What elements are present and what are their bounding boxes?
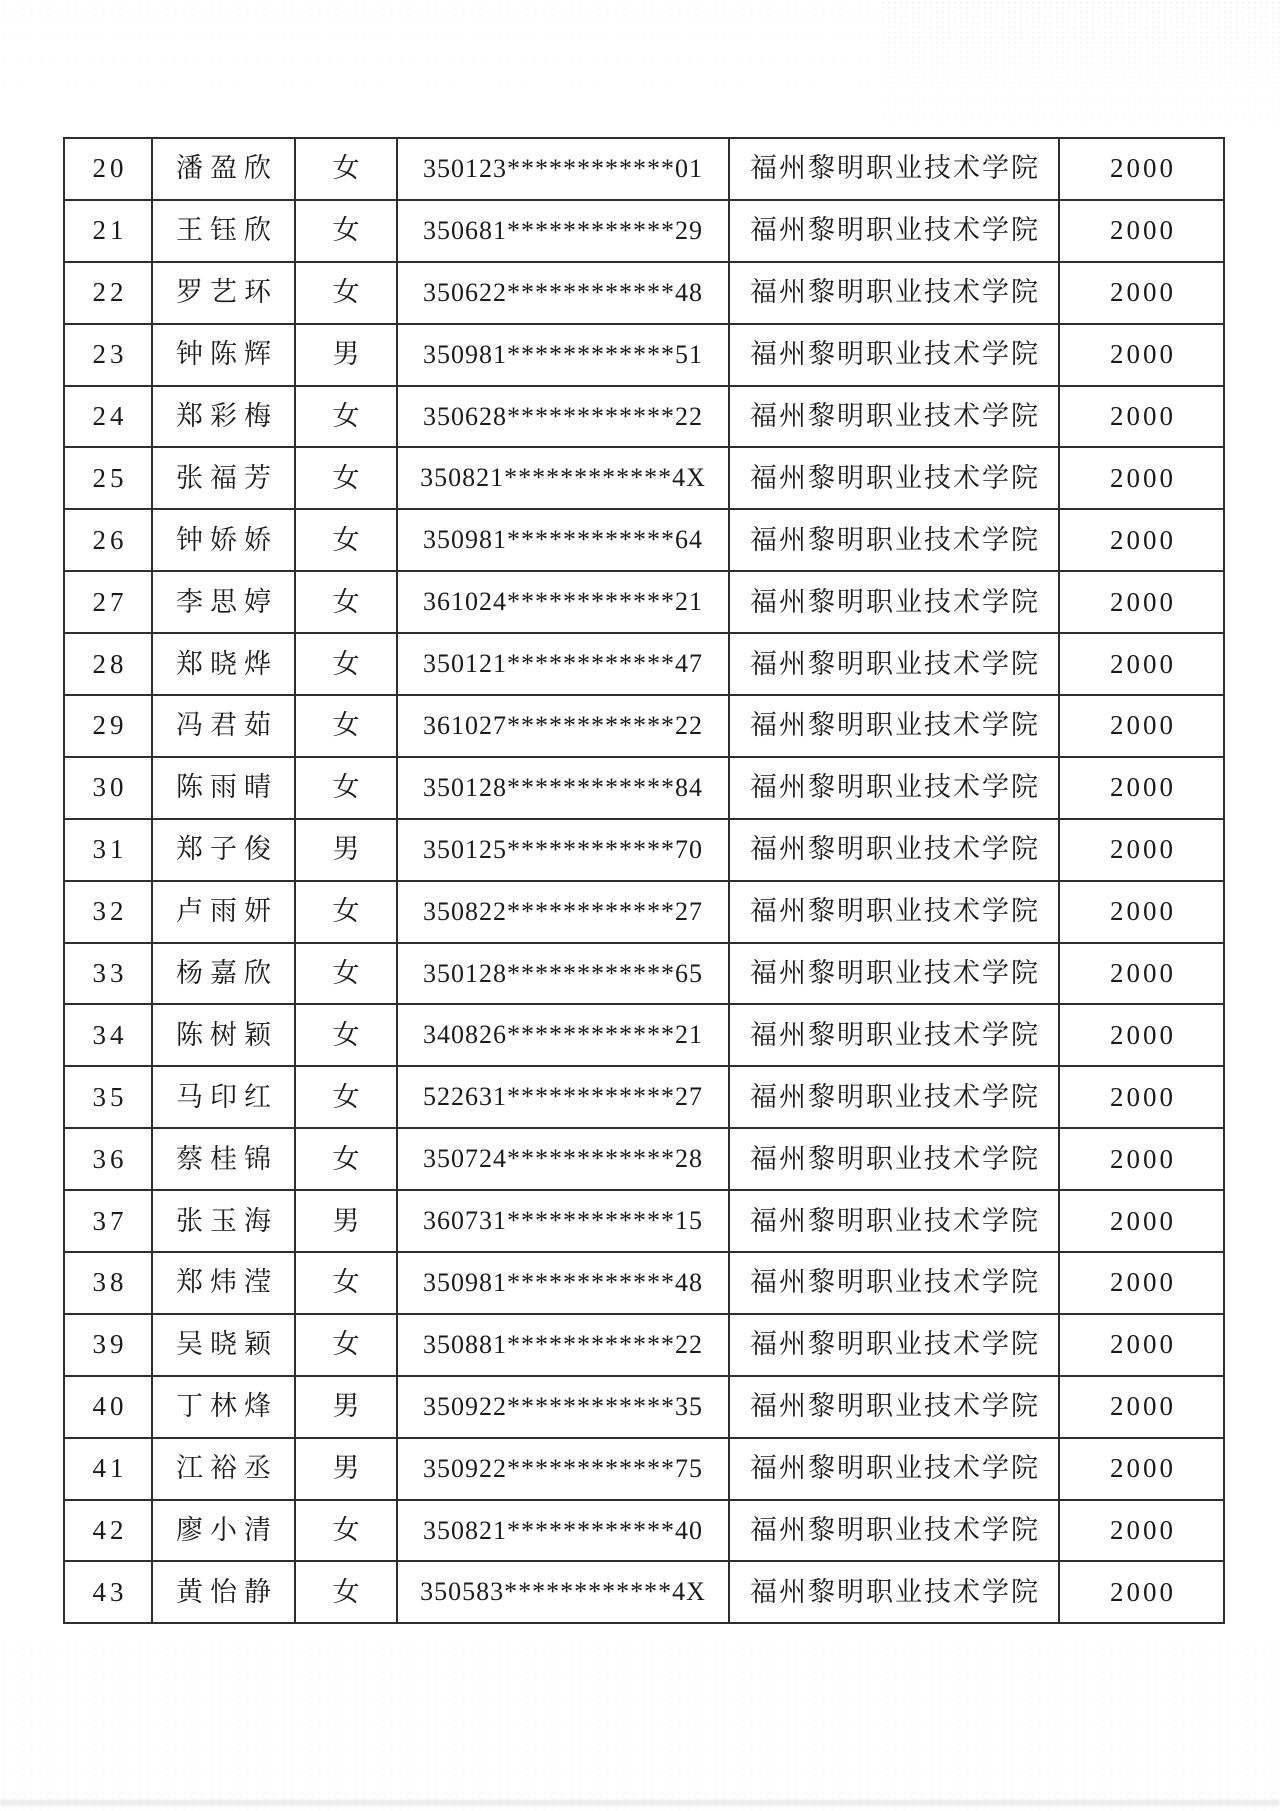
school-name-cell: 福州黎明职业技术学院 (729, 695, 1059, 757)
subsidy-amount-cell: 2000 (1059, 1314, 1224, 1376)
school-name-cell: 福州黎明职业技术学院 (729, 943, 1059, 1005)
row-number-cell: 33 (64, 943, 152, 1005)
table-row (64, 1128, 1224, 1190)
subsidy-amount-cell: 2000 (1059, 1190, 1224, 1252)
school-name-cell: 福州黎明职业技术学院 (729, 1561, 1059, 1623)
table-row (64, 386, 1224, 448)
subsidy-amount-cell: 2000 (1059, 1500, 1224, 1562)
table-row (64, 695, 1224, 757)
masked-id-cell: 350981************51 (397, 324, 729, 386)
scan-noise-top-right (880, 0, 1280, 140)
table-row (64, 447, 1224, 509)
school-name-cell: 福州黎明职业技术学院 (729, 386, 1059, 448)
row-number-cell: 31 (64, 819, 152, 881)
subsidy-amount-cell: 2000 (1059, 386, 1224, 448)
school-name-cell: 福州黎明职业技术学院 (729, 757, 1059, 819)
row-number-cell: 27 (64, 571, 152, 633)
student-name-cell: 郑炜滢 (152, 1252, 295, 1314)
masked-id-cell: 350981************64 (397, 509, 729, 571)
student-gender-cell: 女 (295, 633, 397, 695)
school-name-cell: 福州黎明职业技术学院 (729, 571, 1059, 633)
masked-id-cell: 350724************28 (397, 1128, 729, 1190)
subsidy-amount-cell: 2000 (1059, 1004, 1224, 1066)
table-row (64, 1190, 1224, 1252)
row-number-cell: 36 (64, 1128, 152, 1190)
student-name-cell: 蔡桂锦 (152, 1128, 295, 1190)
masked-id-cell: 350622************48 (397, 262, 729, 324)
row-number-cell: 38 (64, 1252, 152, 1314)
student-gender-cell: 女 (295, 1314, 397, 1376)
row-number-cell: 29 (64, 695, 152, 757)
school-name-cell: 福州黎明职业技术学院 (729, 1500, 1059, 1562)
row-number-cell: 41 (64, 1438, 152, 1500)
row-number-cell: 43 (64, 1561, 152, 1623)
row-number-cell: 22 (64, 262, 152, 324)
student-gender-cell: 女 (295, 1500, 397, 1562)
table-row (64, 819, 1224, 881)
table-row (64, 943, 1224, 1005)
scan-noise-top (0, 0, 1280, 120)
row-number-cell: 39 (64, 1314, 152, 1376)
student-name-cell: 张玉海 (152, 1190, 295, 1252)
student-gender-cell: 女 (295, 757, 397, 819)
student-gender-cell: 女 (295, 695, 397, 757)
school-name-cell: 福州黎明职业技术学院 (729, 262, 1059, 324)
student-name-cell: 杨嘉欣 (152, 943, 295, 1005)
student-gender-cell: 女 (295, 262, 397, 324)
student-gender-cell: 男 (295, 1376, 397, 1438)
student-gender-cell: 女 (295, 447, 397, 509)
school-name-cell: 福州黎明职业技术学院 (729, 1252, 1059, 1314)
school-name-cell: 福州黎明职业技术学院 (729, 1066, 1059, 1128)
student-gender-cell: 男 (295, 324, 397, 386)
school-name-cell: 福州黎明职业技术学院 (729, 509, 1059, 571)
table-row (64, 633, 1224, 695)
student-name-cell: 卢雨妍 (152, 881, 295, 943)
subsidy-amount-cell: 2000 (1059, 324, 1224, 386)
masked-id-cell: 350881************22 (397, 1314, 729, 1376)
row-number-cell: 32 (64, 881, 152, 943)
school-name-cell: 福州黎明职业技术学院 (729, 1438, 1059, 1500)
subsidy-amount-cell: 2000 (1059, 757, 1224, 819)
student-gender-cell: 女 (295, 1252, 397, 1314)
subsidy-amount-cell: 2000 (1059, 571, 1224, 633)
student-name-cell: 江裕丞 (152, 1438, 295, 1500)
school-name-cell: 福州黎明职业技术学院 (729, 200, 1059, 262)
table-row (64, 262, 1224, 324)
row-number-cell: 26 (64, 509, 152, 571)
masked-id-cell: 350123************01 (397, 138, 729, 200)
school-name-cell: 福州黎明职业技术学院 (729, 819, 1059, 881)
subsidy-amount-cell: 2000 (1059, 633, 1224, 695)
school-name-cell: 福州黎明职业技术学院 (729, 1004, 1059, 1066)
student-name-cell: 郑子俊 (152, 819, 295, 881)
row-number-cell: 21 (64, 200, 152, 262)
masked-id-cell: 350583************4X (397, 1561, 729, 1623)
row-number-cell: 34 (64, 1004, 152, 1066)
masked-id-cell: 350821************40 (397, 1500, 729, 1562)
school-name-cell: 福州黎明职业技术学院 (729, 1190, 1059, 1252)
table-row (64, 138, 1224, 200)
school-name-cell: 福州黎明职业技术学院 (729, 138, 1059, 200)
school-name-cell: 福州黎明职业技术学院 (729, 447, 1059, 509)
table-row (64, 324, 1224, 386)
student-gender-cell: 女 (295, 881, 397, 943)
masked-id-cell: 350922************35 (397, 1376, 729, 1438)
subsidy-amount-cell: 2000 (1059, 447, 1224, 509)
subsidy-amount-cell: 2000 (1059, 262, 1224, 324)
student-name-cell: 陈雨晴 (152, 757, 295, 819)
table-row (64, 1004, 1224, 1066)
student-name-cell: 丁林烽 (152, 1376, 295, 1438)
masked-id-cell: 350628************22 (397, 386, 729, 448)
masked-id-cell: 360731************15 (397, 1190, 729, 1252)
student-name-cell: 罗艺环 (152, 262, 295, 324)
subsidy-amount-cell: 2000 (1059, 819, 1224, 881)
student-gender-cell: 女 (295, 1128, 397, 1190)
subsidy-amount-cell: 2000 (1059, 1252, 1224, 1314)
table-row (64, 1438, 1224, 1500)
table-row (64, 1314, 1224, 1376)
masked-id-cell: 350128************65 (397, 943, 729, 1005)
row-number-cell: 35 (64, 1066, 152, 1128)
subsidy-amount-cell: 2000 (1059, 1438, 1224, 1500)
table-row (64, 1252, 1224, 1314)
school-name-cell: 福州黎明职业技术学院 (729, 1314, 1059, 1376)
student-gender-cell: 男 (295, 1438, 397, 1500)
masked-id-cell: 350822************27 (397, 881, 729, 943)
table-row (64, 1500, 1224, 1562)
student-name-cell: 廖小清 (152, 1500, 295, 1562)
subsidy-amount-cell: 2000 (1059, 695, 1224, 757)
student-name-cell: 李思婷 (152, 571, 295, 633)
row-number-cell: 28 (64, 633, 152, 695)
student-name-cell: 马印红 (152, 1066, 295, 1128)
student-gender-cell: 女 (295, 386, 397, 448)
subsidy-amount-cell: 2000 (1059, 1128, 1224, 1190)
table-row (64, 509, 1224, 571)
student-gender-cell: 男 (295, 819, 397, 881)
table-row (64, 1066, 1224, 1128)
student-subsidy-table-body (64, 138, 1224, 1623)
masked-id-cell: 350125************70 (397, 819, 729, 881)
student-gender-cell: 女 (295, 1561, 397, 1623)
masked-id-cell: 350128************84 (397, 757, 729, 819)
masked-id-cell: 350922************75 (397, 1438, 729, 1500)
student-name-cell: 黄怡静 (152, 1561, 295, 1623)
table-row (64, 571, 1224, 633)
table-row (64, 200, 1224, 262)
masked-id-cell: 361027************22 (397, 695, 729, 757)
masked-id-cell: 361024************21 (397, 571, 729, 633)
subsidy-amount-cell: 2000 (1059, 943, 1224, 1005)
subsidy-amount-cell: 2000 (1059, 1376, 1224, 1438)
subsidy-amount-cell: 2000 (1059, 1066, 1224, 1128)
masked-id-cell: 522631************27 (397, 1066, 729, 1128)
student-name-cell: 张福芳 (152, 447, 295, 509)
student-name-cell: 郑彩梅 (152, 386, 295, 448)
subsidy-amount-cell: 2000 (1059, 200, 1224, 262)
school-name-cell: 福州黎明职业技术学院 (729, 633, 1059, 695)
row-number-cell: 24 (64, 386, 152, 448)
school-name-cell: 福州黎明职业技术学院 (729, 881, 1059, 943)
table-row (64, 757, 1224, 819)
masked-id-cell: 350981************48 (397, 1252, 729, 1314)
student-gender-cell: 女 (295, 943, 397, 1005)
student-name-cell: 冯君茹 (152, 695, 295, 757)
student-name-cell: 郑晓烨 (152, 633, 295, 695)
row-number-cell: 20 (64, 138, 152, 200)
student-name-cell: 王钰欣 (152, 200, 295, 262)
school-name-cell: 福州黎明职业技术学院 (729, 324, 1059, 386)
student-subsidy-table (63, 137, 1225, 1624)
student-name-cell: 钟娇娇 (152, 509, 295, 571)
school-name-cell: 福州黎明职业技术学院 (729, 1376, 1059, 1438)
student-gender-cell: 女 (295, 200, 397, 262)
student-gender-cell: 女 (295, 509, 397, 571)
row-number-cell: 30 (64, 757, 152, 819)
masked-id-cell: 350681************29 (397, 200, 729, 262)
student-name-cell: 陈树颖 (152, 1004, 295, 1066)
student-gender-cell: 女 (295, 1004, 397, 1066)
masked-id-cell: 340826************21 (397, 1004, 729, 1066)
table-row (64, 881, 1224, 943)
scan-streak-bottom-edge (0, 1800, 1280, 1807)
row-number-cell: 37 (64, 1190, 152, 1252)
subsidy-amount-cell: 2000 (1059, 509, 1224, 571)
table-row (64, 1376, 1224, 1438)
masked-id-cell: 350121************47 (397, 633, 729, 695)
row-number-cell: 42 (64, 1500, 152, 1562)
student-name-cell: 潘盈欣 (152, 138, 295, 200)
student-name-cell: 吴晓颖 (152, 1314, 295, 1376)
student-gender-cell: 女 (295, 571, 397, 633)
student-gender-cell: 女 (295, 1066, 397, 1128)
subsidy-amount-cell: 2000 (1059, 138, 1224, 200)
table-row (64, 1561, 1224, 1623)
row-number-cell: 40 (64, 1376, 152, 1438)
scan-noise-bottom (0, 1640, 1280, 1811)
student-name-cell: 钟陈辉 (152, 324, 295, 386)
student-gender-cell: 女 (295, 138, 397, 200)
masked-id-cell: 350821************4X (397, 447, 729, 509)
subsidy-amount-cell: 2000 (1059, 1561, 1224, 1623)
school-name-cell: 福州黎明职业技术学院 (729, 1128, 1059, 1190)
student-gender-cell: 男 (295, 1190, 397, 1252)
row-number-cell: 23 (64, 324, 152, 386)
subsidy-amount-cell: 2000 (1059, 881, 1224, 943)
row-number-cell: 25 (64, 447, 152, 509)
